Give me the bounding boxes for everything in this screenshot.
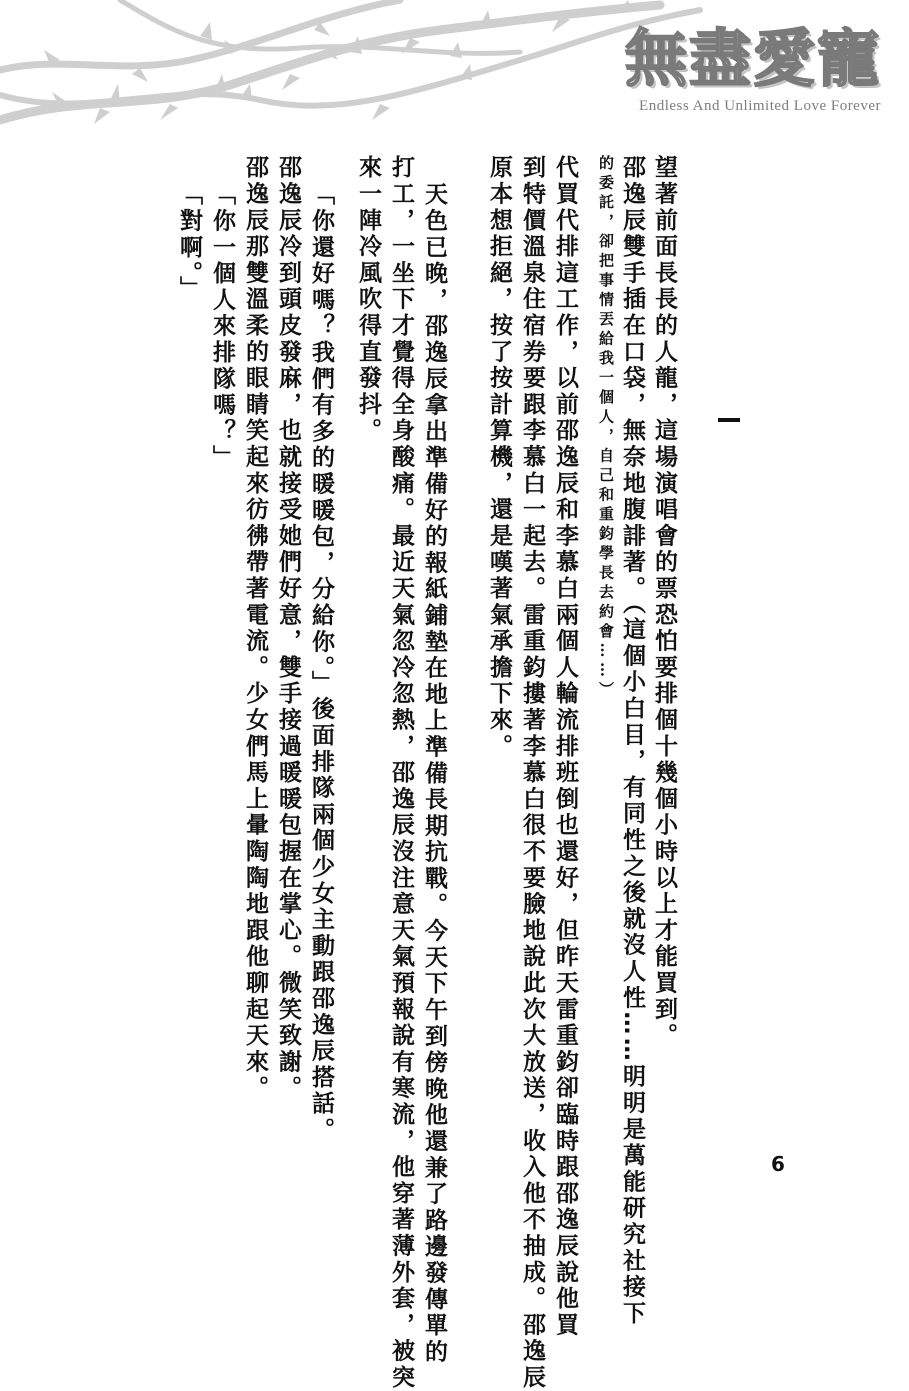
text-line: 原本想拒絕，按了按計算機，還是嘆著氣承擔下來。 — [486, 155, 512, 760]
text-line: 打工，一坐下才覺得全身酸痛。最近天氣忽冷忽熱，邵逸辰沒注意天氣預報說有寒流，他穿著薄外套，被突 — [388, 155, 414, 1391]
body-text — [160, 155, 680, 1391]
text-line: 的委託，卻把事情丟給我一個人，自己和重鈞學長去約會……） — [597, 155, 615, 701]
text-line: 望著前面長長的人龍，這場演唱會的票恐怕要排個十幾個小時以上才能買到。 — [651, 155, 677, 1050]
text-line: 代買代排這工作，以前邵逸辰和李慕白兩個人輪流排班倒也還好，但昨天雷重鈞卻臨時跟邵逸辰說他買 — [552, 155, 578, 1339]
text-line: 「對啊。」 — [176, 182, 202, 302]
book-subtitle: Endless And Unlimited Love Forever — [639, 98, 881, 114]
page-number: 6 — [771, 1152, 785, 1176]
text-line: 「你一個人來排隊嗎？」 — [209, 182, 235, 472]
chapter-number — [718, 418, 740, 422]
text-line: 邵逸辰雙手插在口袋，無奈地腹誹著。（這個小白目，有同性之後就沒人性……明明是萬能研究社接下 — [619, 155, 645, 1327]
text-line: 邵逸辰那雙溫柔的眼睛笑起來彷彿帶著電流。少女們馬上暈陶陶地跟他聊起天來。 — [242, 155, 268, 1102]
text-line: 邵逸辰冷到頭皮發麻，也就接受她們好意，雙手接過暖暖包握在掌心。微笑致謝。 — [275, 155, 301, 1102]
header-banner — [0, 0, 909, 140]
book-title: 無盡愛寵 — [624, 22, 881, 95]
text-line: 到特價溫泉住宿券要跟李慕白一起去。雷重鈞摟著李慕白很不要臉地說此次大放送，收入他不抽成。邵逸辰 — [519, 155, 545, 1391]
title-block — [624, 22, 881, 115]
text-line: 「你還好嗎？我們有多的暖暖包，分給你。」後面排隊兩個少女主動跟邵逸辰搭話。 — [308, 182, 334, 1144]
text-line: 天色已晚，邵逸辰拿出準備好的報紙鋪墊在地上準備長期抗戰。今天下午到傍晚他還兼了路邊發傳單的 — [421, 182, 447, 1366]
text-line: 來一陣冷風吹得直發抖。 — [355, 155, 381, 445]
